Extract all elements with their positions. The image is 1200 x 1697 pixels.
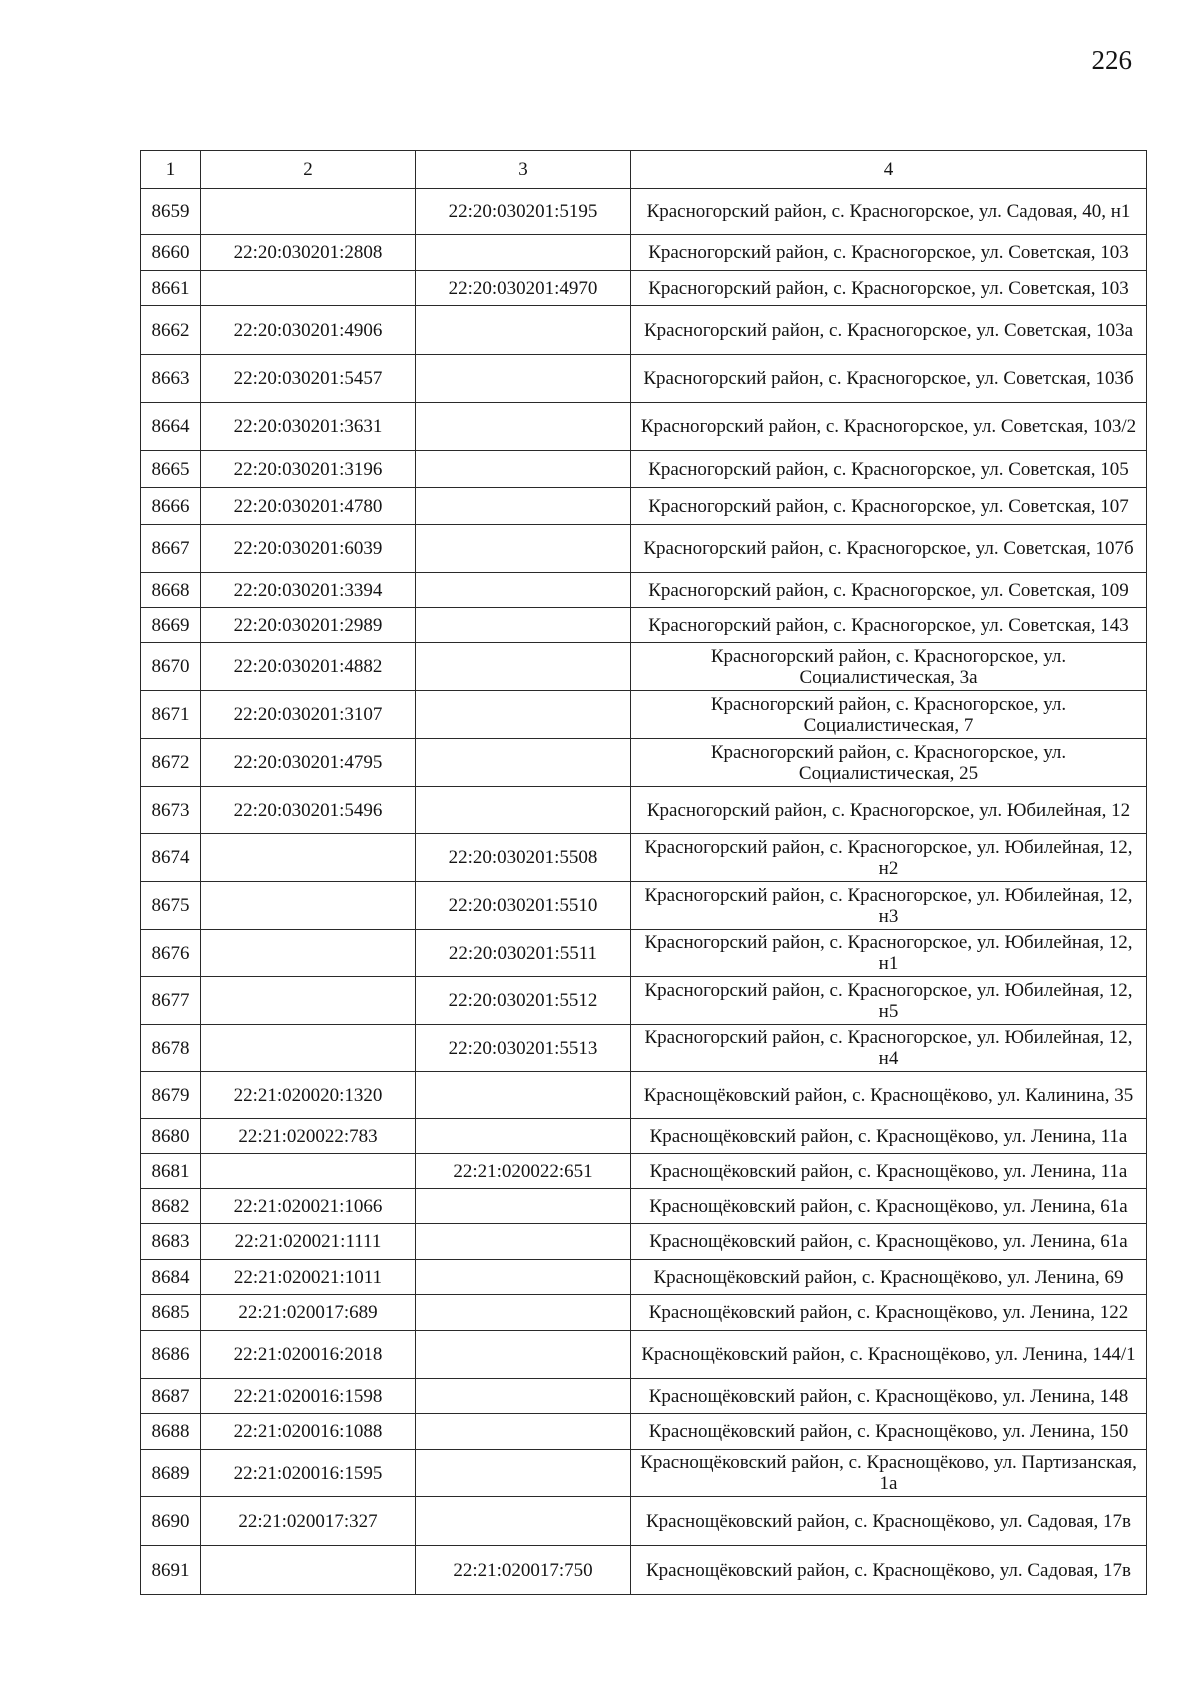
cell-row-number: 8662 bbox=[141, 306, 201, 355]
cell-cadastral-number-col2: 22:20:030201:4882 bbox=[201, 643, 416, 691]
table-row bbox=[141, 1224, 1147, 1260]
cell-cadastral-number-col2: 22:21:020016:1595 bbox=[201, 1450, 416, 1497]
table-row bbox=[141, 1414, 1147, 1450]
cell-row-number: 8672 bbox=[141, 739, 201, 787]
cell-cadastral-number-col2: 22:20:030201:3631 bbox=[201, 403, 416, 451]
cell-address: Красногорский район, с. Красногорское, ул. Советская, 109 bbox=[631, 573, 1147, 608]
table-row bbox=[141, 882, 1147, 930]
cell-address: Краснощёковский район, с. Краснощёково, ул. Ленина, 148 bbox=[631, 1379, 1147, 1414]
cell-address: Красногорский район, с. Красногорское, ул. Социалистическая, 25 bbox=[631, 739, 1147, 787]
cell-row-number: 8677 bbox=[141, 977, 201, 1025]
cell-cadastral-number-col3 bbox=[416, 1450, 631, 1497]
cell-cadastral-number-col2: 22:20:030201:2989 bbox=[201, 608, 416, 643]
cell-address: Красногорский район, с. Красногорское, ул. Советская, 107б bbox=[631, 525, 1147, 573]
cell-cadastral-number-col2 bbox=[201, 1546, 416, 1595]
cell-row-number: 8686 bbox=[141, 1331, 201, 1379]
cell-cadastral-number-col2: 22:21:020016:1088 bbox=[201, 1414, 416, 1450]
table-row bbox=[141, 691, 1147, 739]
table-row bbox=[141, 787, 1147, 834]
table-row bbox=[141, 189, 1147, 235]
cell-cadastral-number-col3: 22:20:030201:5511 bbox=[416, 930, 631, 977]
cell-address: Краснощёковский район, с. Краснощёково, ул. Садовая, 17в bbox=[631, 1497, 1147, 1546]
cell-row-number: 8670 bbox=[141, 643, 201, 691]
header-cell-1: 1 bbox=[141, 151, 201, 189]
table-row bbox=[141, 1497, 1147, 1546]
cell-cadastral-number-col2: 22:21:020021:1111 bbox=[201, 1224, 416, 1260]
cell-row-number: 8664 bbox=[141, 403, 201, 451]
cell-address: Красногорский район, с. Красногорское, ул. Советская, 103/2 bbox=[631, 403, 1147, 451]
cell-cadastral-number-col2: 22:21:020016:2018 bbox=[201, 1331, 416, 1379]
cell-cadastral-number-col2: 22:20:030201:3196 bbox=[201, 451, 416, 488]
table-row bbox=[141, 608, 1147, 643]
table-row bbox=[141, 403, 1147, 451]
table-row bbox=[141, 235, 1147, 271]
cell-address: Красногорский район, с. Красногорское, ул. Советская, 107 bbox=[631, 488, 1147, 525]
table-row bbox=[141, 1072, 1147, 1119]
cell-row-number: 8659 bbox=[141, 189, 201, 235]
table-row bbox=[141, 1331, 1147, 1379]
cell-cadastral-number-col3 bbox=[416, 235, 631, 271]
header-cell-4: 4 bbox=[631, 151, 1147, 189]
cell-cadastral-number-col3 bbox=[416, 488, 631, 525]
cell-cadastral-number-col2: 22:20:030201:2808 bbox=[201, 235, 416, 271]
cell-cadastral-number-col3 bbox=[416, 1224, 631, 1260]
cell-cadastral-number-col2: 22:20:030201:4906 bbox=[201, 306, 416, 355]
table-row bbox=[141, 573, 1147, 608]
page-number: 226 bbox=[1091, 45, 1132, 75]
header-cell-2: 2 bbox=[201, 151, 416, 189]
cell-address: Красногорский район, с. Красногорское, ул. Юбилейная, 12, н4 bbox=[631, 1025, 1147, 1072]
cell-row-number: 8688 bbox=[141, 1414, 201, 1450]
cell-cadastral-number-col3 bbox=[416, 787, 631, 834]
cell-cadastral-number-col2: 22:20:030201:5496 bbox=[201, 787, 416, 834]
cell-cadastral-number-col3 bbox=[416, 1414, 631, 1450]
cell-cadastral-number-col3 bbox=[416, 1189, 631, 1224]
cell-cadastral-number-col3 bbox=[416, 403, 631, 451]
cell-cadastral-number-col2: 22:21:020016:1598 bbox=[201, 1379, 416, 1414]
cell-cadastral-number-col3 bbox=[416, 1260, 631, 1295]
cell-cadastral-number-col3: 22:20:030201:5195 bbox=[416, 189, 631, 235]
cell-row-number: 8687 bbox=[141, 1379, 201, 1414]
cell-row-number: 8691 bbox=[141, 1546, 201, 1595]
table-row bbox=[141, 1154, 1147, 1189]
cell-cadastral-number-col2: 22:21:020021:1011 bbox=[201, 1260, 416, 1295]
cell-row-number: 8681 bbox=[141, 1154, 201, 1189]
cell-cadastral-number-col2 bbox=[201, 834, 416, 882]
cell-cadastral-number-col3: 22:20:030201:5513 bbox=[416, 1025, 631, 1072]
cell-cadastral-number-col3 bbox=[416, 1119, 631, 1154]
cell-cadastral-number-col3 bbox=[416, 1379, 631, 1414]
table-row bbox=[141, 1025, 1147, 1072]
cell-cadastral-number-col3: 22:21:020017:750 bbox=[416, 1546, 631, 1595]
cell-row-number: 8689 bbox=[141, 1450, 201, 1497]
cell-cadastral-number-col3 bbox=[416, 1072, 631, 1119]
table-row bbox=[141, 451, 1147, 488]
cell-row-number: 8685 bbox=[141, 1295, 201, 1331]
cell-address: Красногорский район, с. Красногорское, ул. Социалистическая, 3а bbox=[631, 643, 1147, 691]
table-row bbox=[141, 355, 1147, 403]
cell-row-number: 8684 bbox=[141, 1260, 201, 1295]
cell-cadastral-number-col3 bbox=[416, 739, 631, 787]
cell-row-number: 8669 bbox=[141, 608, 201, 643]
cell-address: Краснощёковский район, с. Краснощёково, ул. Ленина, 61а bbox=[631, 1224, 1147, 1260]
cell-row-number: 8671 bbox=[141, 691, 201, 739]
table-row bbox=[141, 739, 1147, 787]
cell-address: Красногорский район, с. Красногорское, ул. Советская, 105 bbox=[631, 451, 1147, 488]
cell-cadastral-number-col3 bbox=[416, 355, 631, 403]
cell-cadastral-number-col2 bbox=[201, 1025, 416, 1072]
cell-address: Красногорский район, с. Красногорское, ул. Советская, 143 bbox=[631, 608, 1147, 643]
cell-address: Красногорский район, с. Красногорское, ул. Советская, 103а bbox=[631, 306, 1147, 355]
table-row bbox=[141, 1260, 1147, 1295]
cell-cadastral-number-col3 bbox=[416, 525, 631, 573]
cell-address: Красногорский район, с. Красногорское, ул. Социалистическая, 7 bbox=[631, 691, 1147, 739]
cell-row-number: 8666 bbox=[141, 488, 201, 525]
cell-row-number: 8683 bbox=[141, 1224, 201, 1260]
cell-address: Красногорский район, с. Красногорское, ул. Садовая, 40, н1 bbox=[631, 189, 1147, 235]
cell-address: Краснощёковский район, с. Краснощёково, ул. Партизанская, 1а bbox=[631, 1450, 1147, 1497]
cell-address: Краснощёковский район, с. Краснощёково, ул. Ленина, 11а bbox=[631, 1154, 1147, 1189]
cell-address: Краснощёковский район, с. Краснощёково, ул. Ленина, 11а bbox=[631, 1119, 1147, 1154]
cell-address: Краснощёковский район, с. Краснощёково, ул. Калинина, 35 bbox=[631, 1072, 1147, 1119]
table-row bbox=[141, 271, 1147, 306]
cell-cadastral-number-col2: 22:20:030201:5457 bbox=[201, 355, 416, 403]
cell-address: Красногорский район, с. Красногорское, ул. Советская, 103б bbox=[631, 355, 1147, 403]
table-row bbox=[141, 488, 1147, 525]
cell-cadastral-number-col3 bbox=[416, 1497, 631, 1546]
cell-row-number: 8676 bbox=[141, 930, 201, 977]
cell-address: Краснощёковский район, с. Краснощёково, ул. Ленина, 61а bbox=[631, 1189, 1147, 1224]
cell-address: Красногорский район, с. Красногорское, ул. Юбилейная, 12, н1 bbox=[631, 930, 1147, 977]
cell-cadastral-number-col2: 22:20:030201:6039 bbox=[201, 525, 416, 573]
cell-address: Красногорский район, с. Красногорское, ул. Советская, 103 bbox=[631, 235, 1147, 271]
table-row bbox=[141, 977, 1147, 1025]
cell-row-number: 8682 bbox=[141, 1189, 201, 1224]
table-row bbox=[141, 643, 1147, 691]
cell-cadastral-number-col3 bbox=[416, 691, 631, 739]
cell-cadastral-number-col3: 22:21:020022:651 bbox=[416, 1154, 631, 1189]
header-cell-3: 3 bbox=[416, 151, 631, 189]
table-row bbox=[141, 930, 1147, 977]
table-header-row bbox=[141, 151, 1147, 189]
cell-cadastral-number-col2: 22:21:020022:783 bbox=[201, 1119, 416, 1154]
cell-row-number: 8678 bbox=[141, 1025, 201, 1072]
cell-cadastral-number-col3 bbox=[416, 306, 631, 355]
cell-cadastral-number-col2 bbox=[201, 882, 416, 930]
table-row bbox=[141, 1379, 1147, 1414]
table-row bbox=[141, 1119, 1147, 1154]
table-row bbox=[141, 1546, 1147, 1595]
cell-address: Красногорский район, с. Красногорское, ул. Юбилейная, 12 bbox=[631, 787, 1147, 834]
table-row bbox=[141, 525, 1147, 573]
cell-address: Красногорский район, с. Красногорское, ул. Юбилейная, 12, н5 bbox=[631, 977, 1147, 1025]
cell-cadastral-number-col2: 22:20:030201:3394 bbox=[201, 573, 416, 608]
cell-address: Красногорский район, с. Красногорское, ул. Юбилейная, 12, н3 bbox=[631, 882, 1147, 930]
cell-cadastral-number-col3 bbox=[416, 451, 631, 488]
cell-cadastral-number-col2: 22:21:020021:1066 bbox=[201, 1189, 416, 1224]
cell-cadastral-number-col3 bbox=[416, 643, 631, 691]
cell-address: Краснощёковский район, с. Краснощёково, ул. Ленина, 122 bbox=[631, 1295, 1147, 1331]
cell-row-number: 8674 bbox=[141, 834, 201, 882]
cell-cadastral-number-col2 bbox=[201, 977, 416, 1025]
cell-row-number: 8660 bbox=[141, 235, 201, 271]
cell-cadastral-number-col2: 22:20:030201:3107 bbox=[201, 691, 416, 739]
table-row bbox=[141, 834, 1147, 882]
cell-cadastral-number-col3 bbox=[416, 1295, 631, 1331]
cell-cadastral-number-col2: 22:21:020017:327 bbox=[201, 1497, 416, 1546]
cell-address: Краснощёковский район, с. Краснощёково, ул. Ленина, 144/1 bbox=[631, 1331, 1147, 1379]
cell-address: Краснощёковский район, с. Краснощёково, ул. Ленина, 69 bbox=[631, 1260, 1147, 1295]
cell-row-number: 8667 bbox=[141, 525, 201, 573]
cell-row-number: 8675 bbox=[141, 882, 201, 930]
cell-cadastral-number-col3: 22:20:030201:5508 bbox=[416, 834, 631, 882]
cell-row-number: 8680 bbox=[141, 1119, 201, 1154]
cell-cadastral-number-col3 bbox=[416, 608, 631, 643]
cell-cadastral-number-col3 bbox=[416, 1331, 631, 1379]
cell-cadastral-number-col3 bbox=[416, 573, 631, 608]
cell-address: Красногорский район, с. Красногорское, ул. Юбилейная, 12, н2 bbox=[631, 834, 1147, 882]
cell-address: Краснощёковский район, с. Краснощёково, ул. Садовая, 17в bbox=[631, 1546, 1147, 1595]
cell-cadastral-number-col2 bbox=[201, 930, 416, 977]
cell-row-number: 8665 bbox=[141, 451, 201, 488]
cell-cadastral-number-col2: 22:21:020020:1320 bbox=[201, 1072, 416, 1119]
cell-cadastral-number-col3: 22:20:030201:4970 bbox=[416, 271, 631, 306]
table-row bbox=[141, 1450, 1147, 1497]
table-row bbox=[141, 1189, 1147, 1224]
cell-cadastral-number-col2 bbox=[201, 189, 416, 235]
cell-address: Краснощёковский район, с. Краснощёково, ул. Ленина, 150 bbox=[631, 1414, 1147, 1450]
cell-cadastral-number-col2 bbox=[201, 1154, 416, 1189]
cell-cadastral-number-col2: 22:21:020017:689 bbox=[201, 1295, 416, 1331]
cell-cadastral-number-col2: 22:20:030201:4780 bbox=[201, 488, 416, 525]
table-row bbox=[141, 1295, 1147, 1331]
table-body bbox=[141, 189, 1147, 1595]
cell-row-number: 8663 bbox=[141, 355, 201, 403]
cell-cadastral-number-col2: 22:20:030201:4795 bbox=[201, 739, 416, 787]
cell-cadastral-number-col3: 22:20:030201:5510 bbox=[416, 882, 631, 930]
cell-address: Красногорский район, с. Красногорское, ул. Советская, 103 bbox=[631, 271, 1147, 306]
table-row bbox=[141, 306, 1147, 355]
cell-row-number: 8673 bbox=[141, 787, 201, 834]
cell-row-number: 8668 bbox=[141, 573, 201, 608]
cell-row-number: 8679 bbox=[141, 1072, 201, 1119]
cell-cadastral-number-col2 bbox=[201, 271, 416, 306]
cell-cadastral-number-col3: 22:20:030201:5512 bbox=[416, 977, 631, 1025]
registry-table bbox=[140, 150, 1147, 1595]
cell-row-number: 8661 bbox=[141, 271, 201, 306]
cell-row-number: 8690 bbox=[141, 1497, 201, 1546]
